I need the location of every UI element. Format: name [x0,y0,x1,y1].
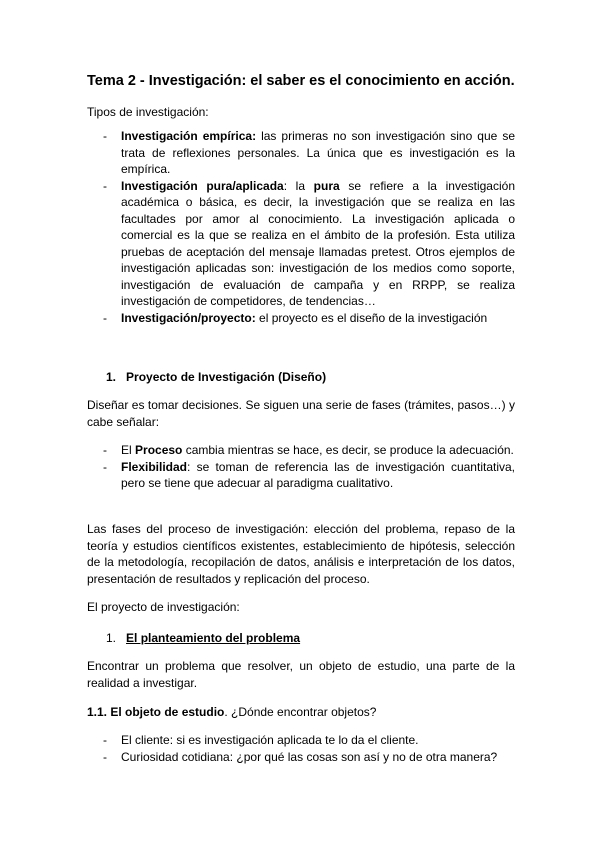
list-item [103,749,515,766]
list-dash: - [103,443,107,457]
list-text: el proyecto es el diseño de la investigación [255,310,488,325]
disenar-paragraph: Diseñar es tomar decisiones. Se siguen una serie de fases (trámites, pasos…) y cabe señalar: [87,398,515,429]
subsection-heading [106,630,300,647]
list-dash: - [103,178,107,193]
tipos-heading: Tipos de investigación: [87,105,209,119]
term-pura-aplicada: Investigación pura/aplicada [121,178,284,193]
list-item [103,442,515,459]
list-dash: - [103,749,107,764]
section-title: Proyecto de Investigación (Diseño) [126,370,327,384]
list-item [103,310,515,327]
term-flexibilidad: Flexibilidad [121,459,188,474]
section-heading [106,369,326,386]
list-text: las primeras no son investigación sino que se trata de reflexiones personales. La única que es investigación es la empírica. [121,129,515,176]
list-text: Curiosidad cotidiana: ¿por qué las cosas son así y no de otra manera? [121,749,498,764]
term-proyecto: Investigación/proyecto: [121,310,256,325]
caracteristicas-list [103,442,515,492]
term-pura: pura [313,178,340,193]
proyecto-intro: El proyecto de investigación: [87,600,240,614]
objeto-text: . ¿Dónde encontrar objetos? [224,705,377,719]
list-text: cambia mientras se hace, es decir, se produce la adecuación. [182,443,514,457]
list-item [103,459,515,492]
fases-paragraph: Las fases del proceso de investigación: elección del problema, repaso de la teoría y estudios científicos existentes, establecimiento de hipótesis, selección de la metodología, recopilación de datos, análisis e interpretación de los datos, presentación de resultados y replicación del proceso. [87,522,515,586]
subsection-title: El planteamiento del problema [126,631,301,645]
objeto-paragraph [87,704,515,721]
list-text: El cliente: si es investigación aplicada te lo da el cliente. [121,733,419,747]
list-text: : la [283,178,314,193]
list-text: : se toman de referencia las de investigación cuantitativa, pero se tiene que adecuar al paradigma cualitativo. [121,459,515,490]
list-item [103,128,515,178]
list-item [103,732,515,749]
term-proceso: Proceso [135,443,183,457]
list-text: El [121,443,136,457]
document-title: Tema 2 - Investigación: el saber es el conocimiento en acción. [87,73,515,89]
section-number: 1. [106,370,117,384]
list-dash: - [103,310,107,325]
tipos-list [103,128,515,326]
term-empirica: Investigación empírica: [121,129,257,143]
list-dash: - [103,459,107,474]
encontrar-paragraph: Encontrar un problema que resolver, un objeto de estudio, una parte de la realidad a investigar. [87,659,515,690]
list-dash: - [103,129,107,143]
list-item [103,178,515,310]
subsection-number: 1. [106,631,117,645]
objeto-label: 1.1. El objeto de estudio [87,705,225,719]
list-dash: - [103,733,107,747]
list-text: se refiere a la investigación académica o básica, es decir, la investigación que se realiza en las facultades por amor al conocimiento. La investigación aplicada o comercial es la que se realiza en el ámbito de la profesión. Esta utiliza pruebas de aceptación del mensaje llamadas pretest. Otros ejemplos de investigación aplicadas son: investigación de los medios como soporte, investigación de evaluación de campaña y en RRPP, se realiza investigación de competidores, de tendencias… [121,178,515,308]
fuentes-list [103,732,515,765]
